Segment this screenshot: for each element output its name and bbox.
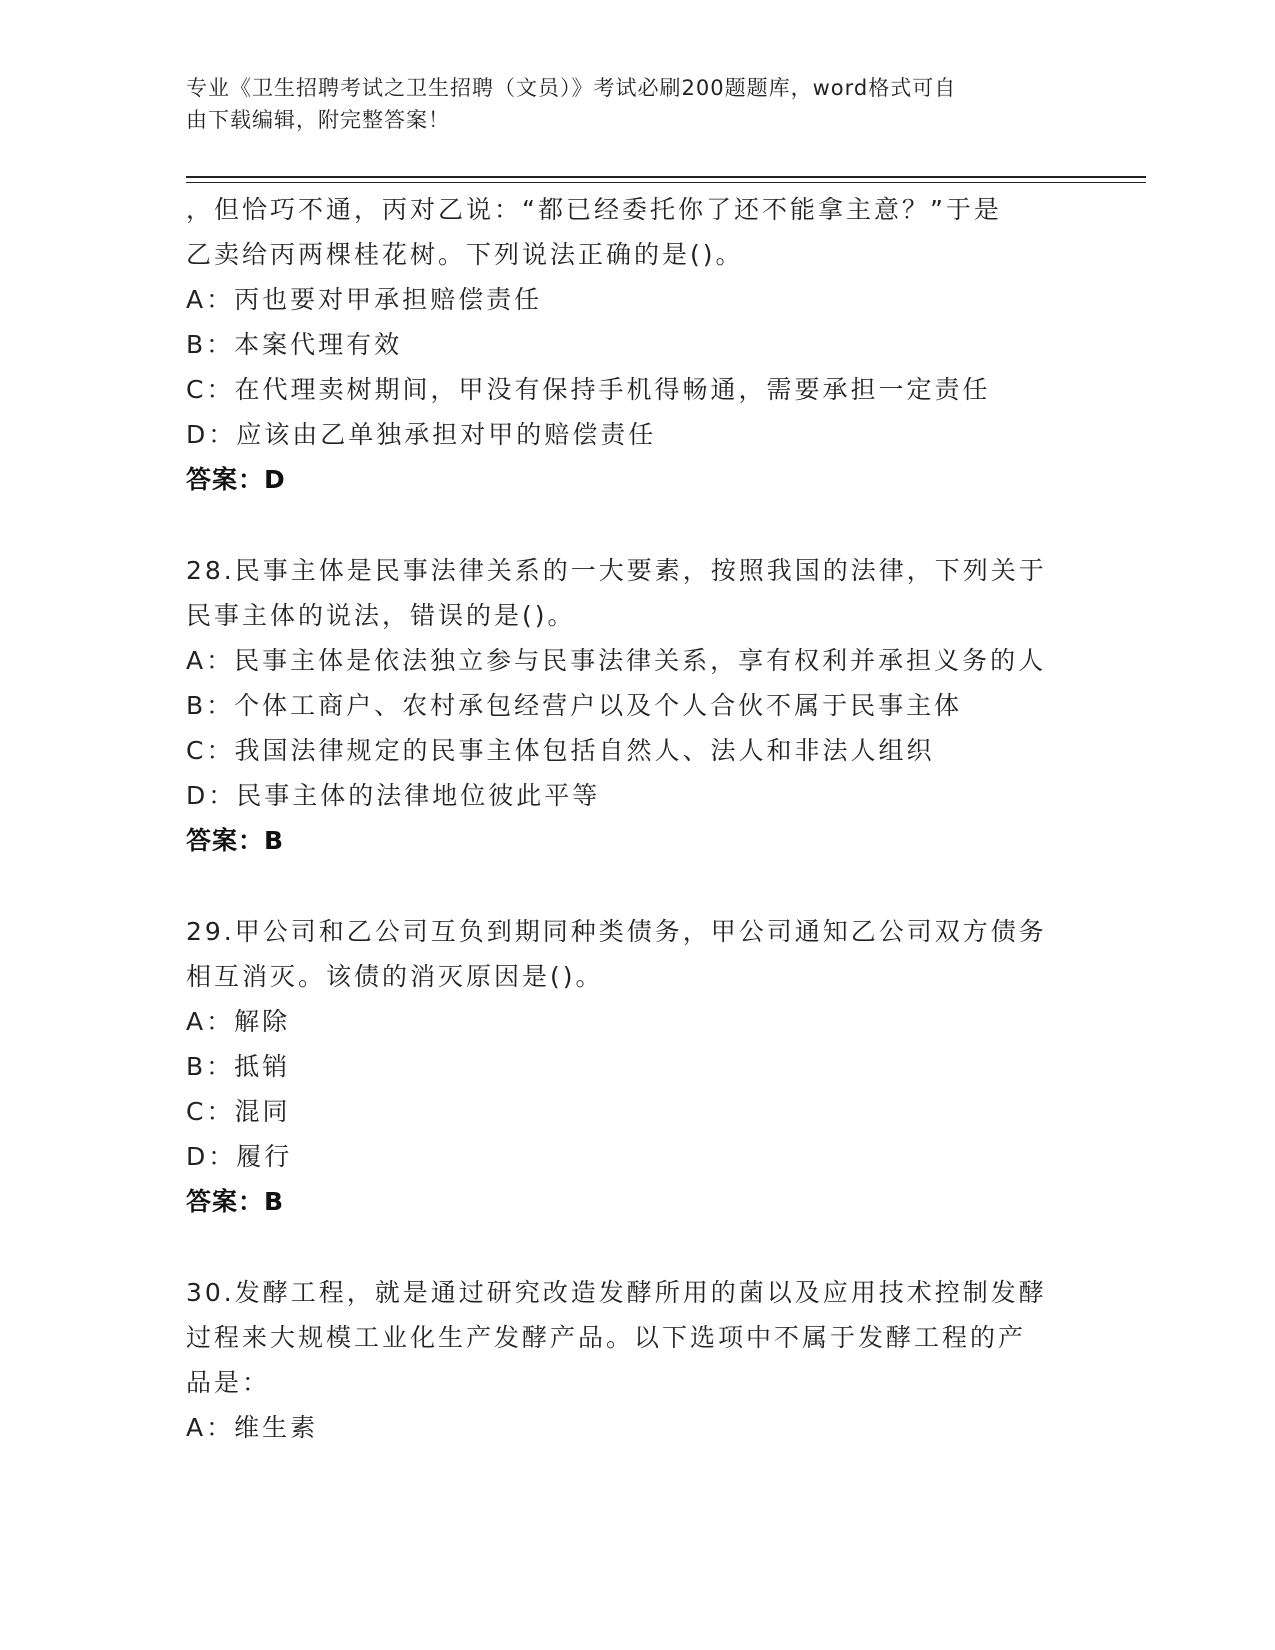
option-a: A：解除: [186, 1007, 291, 1036]
option-c: C：混同: [186, 1097, 291, 1126]
header-title-line-2: 由下载编辑，附完整答案！: [186, 108, 450, 132]
option-c: C：我国法律规定的民事主体包括自然人、法人和非法人组织: [186, 736, 935, 765]
question-list: [186, 187, 1086, 1450]
option-a: A：维生素: [186, 1413, 319, 1442]
option-d: D：民事主体的法律地位彼此平等: [186, 781, 601, 810]
question-stem-line: 民事主体的说法，错误的是()。: [186, 601, 576, 630]
question-stem-line: 28.民事主体是民事法律关系的一大要素，按照我国的法律，下列关于: [186, 556, 1047, 585]
question-27-continued: [186, 187, 1086, 502]
option-c: C：在代理卖树期间，甲没有保持手机得畅通，需要承担一定责任: [186, 375, 991, 404]
answer-label: 答案：B: [186, 826, 285, 855]
option-a: A：丙也要对甲承担赔偿责任: [186, 285, 543, 314]
document-header: [186, 72, 1066, 136]
question-stem-line: 品是：: [186, 1368, 271, 1397]
question-stem-line: 过程来大规模工业化生产发酵产品。以下选项中不属于发酵工程的产: [186, 1323, 1027, 1352]
question-spacer: [186, 863, 1086, 909]
question-stem-line: 29.甲公司和乙公司互负到期同种类债务，甲公司通知乙公司双方债务: [186, 917, 1047, 946]
question-stem-line: 乙卖给丙两棵桂花树。下列说法正确的是()。: [186, 240, 744, 269]
option-b: B：抵销: [186, 1052, 291, 1081]
option-b: B：本案代理有效: [186, 330, 403, 359]
option-b: B：个体工商户、农村承包经营户以及个人合伙不属于民事主体: [186, 691, 963, 720]
question-stem-line: 30.发酵工程，就是通过研究改造发酵所用的菌以及应用技术控制发酵: [186, 1278, 1047, 1307]
question-30: [186, 1270, 1086, 1450]
header-divider-thin: [186, 182, 1146, 183]
question-spacer: [186, 1224, 1086, 1270]
option-d: D：履行: [186, 1142, 293, 1171]
header-title-line-1: 专业《卫生招聘考试之卫生招聘（文员）》考试必刷200题题库，word格式可自: [186, 76, 957, 100]
question-spacer: [186, 502, 1086, 548]
question-stem-line: ，但恰巧不通，丙对乙说：“都已经委托你了还不能拿主意？”于是: [186, 195, 1002, 224]
question-28: [186, 548, 1086, 863]
option-a: A：民事主体是依法独立参与民事法律关系，享有权利并承担义务的人: [186, 646, 1047, 675]
answer-label: 答案：B: [186, 1187, 285, 1216]
answer-label: 答案：D: [186, 465, 286, 494]
question-stem-line: 相互消灭。该债的消灭原因是()。: [186, 962, 604, 991]
header-divider-thick: [186, 176, 1146, 178]
question-29: [186, 909, 1086, 1224]
option-d: D：应该由乙单独承担对甲的赔偿责任: [186, 420, 657, 449]
